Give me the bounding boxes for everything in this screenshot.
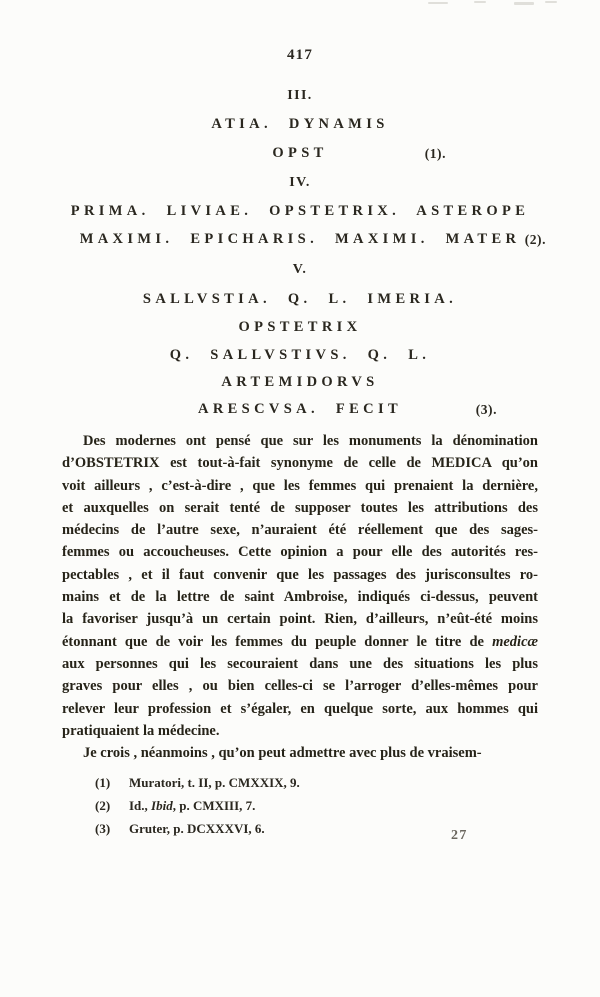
- body-text-line: [62, 608, 538, 630]
- inscription-text: MAXIMI. EPICHARIS. MAXIMI. MATER: [79, 231, 521, 247]
- text-run: femmes ou accoucheuses. Cette opinion a pour elle des autorités res-: [62, 544, 538, 561]
- footnote-marker: (1): [95, 775, 111, 790]
- inscription-text: ARESCVSA. FECIT: [198, 401, 402, 417]
- body-text-line: [62, 675, 538, 697]
- text-run: Id.,: [129, 798, 152, 813]
- inscription-line-sallvstia: SALLVSTIA. Q. L. IMERIA.: [142, 291, 458, 307]
- text-run: aux personnes qui les secouraient dans une des situations les plus: [62, 655, 538, 672]
- inscription-line-opst: [62, 145, 538, 162]
- text-run: voit ailleurs , c’est-à-dire , que les femmes qui prenaient la dernière,: [62, 477, 538, 494]
- text-run: relever leur profession et s’égaler, en quelque sorte, aux hommes qui: [62, 700, 538, 717]
- body-text-line: [62, 653, 538, 675]
- inscription-line-prima-liviae: PRIMA. LIVIAE. OPSTETRIX. ASTEROPE: [70, 203, 530, 219]
- scan-artifact: [545, 1, 557, 3]
- text-run: la favoriser jusqu’à un certain point. Rien, d’ailleurs, n’eût-été moins: [62, 611, 538, 628]
- footnote-ref-3: (3).: [475, 402, 497, 417]
- body-text-line: [62, 519, 538, 541]
- text-run: Des modernes ont pensé que sur les monuments la dénomination: [83, 433, 538, 449]
- text-run: pratiquaient la médecine.: [62, 722, 220, 739]
- body-text-line: [62, 586, 538, 608]
- text-run: graves pour elles , ou bien celles-ci se l’arroger d’elles-mêmes pour: [62, 678, 538, 695]
- inscription-text: OPST: [272, 145, 328, 161]
- text-run: et auxquelles on serait tenté de supposer toutes les attributions des: [62, 499, 538, 516]
- inscription-line-q-sallvstivs: Q. SALLVSTIVS. Q. L.: [169, 347, 431, 363]
- italic-text-run: medicæ: [492, 633, 538, 650]
- inscription-line-opstetrix: OPSTETRIX: [238, 319, 362, 335]
- body-text-line: [62, 698, 538, 720]
- footnote-marker: (2): [95, 798, 111, 813]
- body-text-line: [62, 497, 538, 519]
- footnote: [95, 771, 525, 794]
- inscription-line-artemidorvs: ARTEMIDORVS: [221, 374, 379, 390]
- scan-artifact: [474, 1, 486, 3]
- footnote-text: [129, 794, 255, 817]
- inscription-line-arescvsa-fecit: [62, 401, 538, 418]
- body-text-line: [62, 452, 538, 474]
- footnote: [95, 794, 525, 817]
- inscription-line-atia-dynamis: ATIA. DYNAMIS: [211, 116, 389, 132]
- inscription-line-maximi: [62, 231, 546, 248]
- signature-mark: 27: [451, 828, 468, 843]
- body-text-line: [62, 430, 538, 452]
- body-text-line: [62, 475, 538, 497]
- text-run: Je crois , néanmoins , qu’on peut admettre avec plus de vraisem-: [83, 745, 482, 762]
- footnote-ref-1: (1).: [424, 146, 446, 161]
- section-heading-iii: III.: [287, 88, 313, 103]
- body-text-line: [62, 720, 538, 742]
- footnote-text: [129, 817, 265, 840]
- page-number: 417: [286, 47, 314, 63]
- body-text-line: [62, 564, 538, 586]
- italic-text-run: Ibid: [151, 798, 173, 813]
- text-run: étonnant que de voir les femmes du peuple donner le titre de: [62, 633, 493, 650]
- section-heading-v: V.: [292, 262, 308, 277]
- text-run: Gruter, p. DCXXXVI, 6.: [129, 821, 265, 836]
- text-run: Muratori, t. II, p. CMXXIX, 9.: [129, 775, 300, 790]
- body-text-line: [62, 541, 538, 563]
- footnote-marker: (3): [95, 821, 111, 836]
- text-run: , p. CMXIII, 7.: [172, 798, 256, 813]
- scan-artifact: [428, 2, 448, 4]
- body-text-line: [62, 631, 538, 653]
- body-text-block: [62, 430, 538, 764]
- text-run: médecins de l’autre sexe, n’auraient été réellement que des sages-: [62, 522, 538, 539]
- section-heading-iv: IV.: [289, 175, 311, 190]
- footnote-ref-2: (2).: [524, 232, 546, 247]
- footnote-text: [129, 771, 300, 794]
- text-run: pectables , et il faut convenir que les passages des jurisconsultes ro-: [62, 566, 538, 583]
- text-run: d’OBSTETRIX est tout-à-fait synonyme de celle de MEDICA qu’on: [62, 455, 538, 472]
- text-run: mains et de la lettre de saint Ambroise, indiqués ci-dessus, peuvent: [62, 589, 538, 606]
- body-text-line: [62, 742, 538, 764]
- scan-artifact: [514, 2, 534, 5]
